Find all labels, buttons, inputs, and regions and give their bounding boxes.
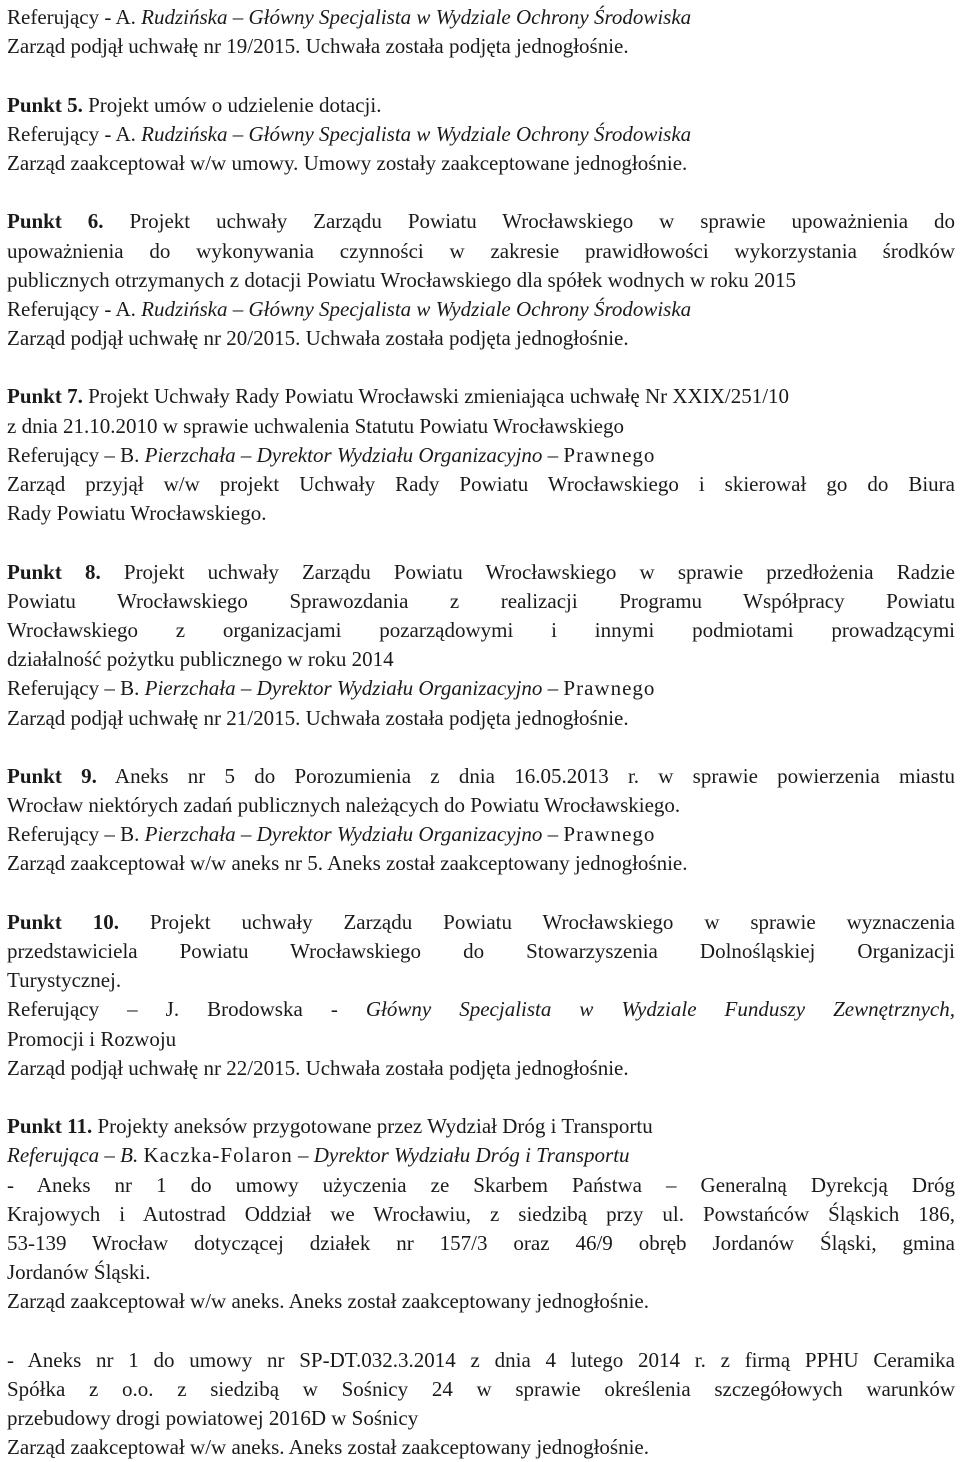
p11-annex1-line-3: 53-139 Wrocław dotyczącej działek nr 157/3 oraz 46/9 obręb Jordanów Śląski, gmina [7, 1230, 955, 1255]
p11-annex1-line-2: Krajowych i Autostrad Oddział we Wrocławiu, z siedzibą przy ul. Powstańców Śląskich 186, [7, 1201, 955, 1226]
point-title: Projekt umów o udzielenie dotacji. [82, 92, 382, 117]
p10-line-3: Turystycznej. [7, 968, 122, 993]
p5-heading [7, 91, 955, 120]
p10-line-1 [7, 908, 955, 937]
p11-annex2-decision: Zarząd zaakceptował w/w aneks. Aneks został zaakceptowany jednogłośnie. [7, 1435, 649, 1460]
point-label: Punkt 9. [7, 763, 97, 788]
referent-name: Rudzińska – Główny Specjalista w Wydziale Ochrony Środowiska [141, 296, 692, 321]
referent-name: Pierzchała – Dyrektor Wydziału Organizacyjno – [144, 822, 564, 847]
p9-line-1 [7, 762, 955, 791]
point-title: Projekt Uchwały Rady Powiatu Wrocławski zmieniająca uchwałę Nr XXIX/251/10 [82, 384, 790, 409]
point-label: Punkt 8. [7, 559, 101, 584]
p10-referent-line-2: Promocji i Rozwoju [7, 1026, 177, 1051]
p8-decision: Zarząd podjął uchwałę nr 21/2015. Uchwała została podjęta jednogłośnie. [7, 705, 629, 730]
p9-decision: Zarząd zaakceptował w/w aneks nr 5. Aneks został zaakceptowany jednogłośnie. [7, 851, 688, 876]
referent-prefix: Referujący – B. [7, 442, 145, 467]
p8-line-2: Powiatu Wrocławskiego Sprawozdania z realizacji Programu Współpracy Powiatu [7, 588, 955, 613]
p11-annex1-line-1: - Aneks nr 1 do umowy użyczenia ze Skarbem Państwa – Generalną Dyrekcją Dróg [7, 1172, 955, 1197]
point-title: Aneks nr 5 do Porozumienia z dnia 16.05.2013 r. w sprawie powierzenia miastu [96, 763, 956, 788]
p6-line-3: publicznych otrzymanych z dotacji Powiatu Wrocławskiego dla spółek wodnych w roku 2015 [7, 267, 796, 292]
referent-prefix: Referujący – B. [7, 676, 145, 701]
referent-prefix: Referująca – B. [7, 1143, 144, 1168]
p11-annex1-line-4: Jordanów Śląski. [7, 1260, 151, 1285]
referent-department: Prawnego [563, 676, 656, 701]
referent-name: Pierzchała – Dyrektor Wydziału Organizacyjno – [144, 676, 564, 701]
p8-line-1 [7, 558, 955, 587]
p9-referent-line [7, 820, 955, 849]
referent-name: Kaczka-Folaron [143, 1143, 293, 1168]
p10-decision: Zarząd podjął uchwałę nr 22/2015. Uchwała została podjęta jednogłośnie. [7, 1055, 629, 1080]
referent-prefix: Referujący - A. [7, 296, 142, 321]
point-title: Projekt uchwały Zarządu Powiatu Wrocławskiego w sprawie upoważnienia do [103, 209, 956, 234]
referent-name: Główny Specjalista w Wydziale Funduszy Zewnętrznych, [365, 997, 955, 1022]
referent-name: Rudzińska – Główny Specjalista w Wydziale Ochrony Środowiska [141, 5, 692, 29]
spacer [7, 1316, 955, 1345]
p7-line-2: z dnia 21.10.2010 w sprawie uchwalenia Statutu Powiatu Wrocławskiego [7, 413, 624, 438]
p1-referent-line [7, 3, 955, 32]
spacer [7, 178, 955, 207]
p6-line-1 [7, 207, 955, 236]
referent-department: Prawnego [563, 442, 656, 467]
referent-department: – Dyrektor Wydziału Dróg i Transportu [292, 1143, 630, 1168]
point-title: Projekt uchwały Zarządu Powiatu Wrocławskiego w sprawie przedłożenia Radzie [100, 559, 956, 584]
p8-referent-line [7, 674, 955, 703]
referent-prefix: Referujący - A. [7, 121, 142, 146]
p11-annex1-decision: Zarząd zaakceptował w/w aneks. Aneks został zaakceptowany jednogłośnie. [7, 1289, 649, 1314]
spacer [7, 61, 955, 90]
point-title: Projekt uchwały Zarządu Powiatu Wrocławskiego w sprawie wyznaczenia [119, 909, 955, 934]
spacer [7, 528, 955, 557]
p6-decision: Zarząd podjął uchwałę nr 20/2015. Uchwała została podjęta jednogłośnie. [7, 326, 629, 351]
p7-decision-line-2: Rady Powiatu Wrocławskiego. [7, 501, 267, 526]
p1-decision: Zarząd podjął uchwałę nr 19/2015. Uchwała została podjęta jednogłośnie. [7, 34, 629, 59]
p5-referent-line [7, 120, 955, 149]
referent-department: Prawnego [563, 822, 656, 847]
referent-prefix: Referujący – B. [7, 822, 145, 847]
p11-heading [7, 1112, 955, 1141]
spacer [7, 733, 955, 762]
spacer [7, 879, 955, 908]
p7-decision-line-1: Zarząd przyjął w/w projekt Uchwały Rady Powiatu Wrocławskiego i skierował go do Biura [7, 472, 955, 496]
p6-referent-line [7, 295, 955, 324]
point-label: Punkt 11. [7, 1114, 93, 1139]
p8-line-3: Wrocławskiego z organizacjami pozarządowymi i innymi podmiotami prowadzącymi [7, 617, 955, 642]
referent-name: Rudzińska – Główny Specjalista w Wydziale Ochrony Środowiska [141, 121, 692, 146]
point-label: Punkt 6. [7, 209, 104, 234]
spacer [7, 1083, 955, 1112]
p11-annex2-line-1: - Aneks nr 1 do umowy nr SP-DT.032.3.2014 z dnia 4 lutego 2014 r. z firmą PPHU Ceramika [7, 1347, 955, 1372]
point-label: Punkt 10. [7, 909, 119, 934]
p6-line-2: upoważnienia do wykonywania czynności w zakresie prawidłowości wykorzystania środków [7, 238, 955, 263]
p7-referent-line [7, 441, 955, 470]
referent-name: Pierzchała – Dyrektor Wydziału Organizacyjno – [144, 442, 564, 467]
point-label: Punkt 5. [7, 92, 83, 117]
p10-line-2: przedstawiciela Powiatu Wrocławskiego do Stowarzyszenia Dolnośląskiej Organizacji [7, 939, 955, 963]
spacer [7, 353, 955, 382]
p9-line-2: Wrocław niektórych zadań publicznych należących do Powiatu Wrocławskiego. [7, 793, 681, 818]
document-page [7, 3, 955, 1462]
p7-line-1 [7, 382, 955, 411]
point-label: Punkt 7. [7, 384, 83, 409]
p11-annex2-line-2: Spółka z o.o. z siedzibą w Sośnicy 24 w sprawie określenia szczegółowych warunków [7, 1376, 955, 1401]
point-title: Projekty aneksów przygotowane przez Wydział Dróg i Transportu [92, 1114, 653, 1139]
referent-prefix: Referujący – J. Brodowska - [7, 997, 366, 1022]
p11-referent-line [7, 1141, 955, 1170]
p5-decision: Zarząd zaakceptował w/w umowy. Umowy zostały zaakceptowane jednogłośnie. [7, 150, 688, 175]
p8-line-4: działalność pożytku publicznego w roku 2014 [7, 647, 394, 672]
p11-annex2-line-3: przebudowy drogi powiatowej 2016D w Sośnicy [7, 1406, 419, 1430]
referent-prefix: Referujący - A. [7, 5, 142, 29]
p10-referent-line [7, 995, 955, 1024]
